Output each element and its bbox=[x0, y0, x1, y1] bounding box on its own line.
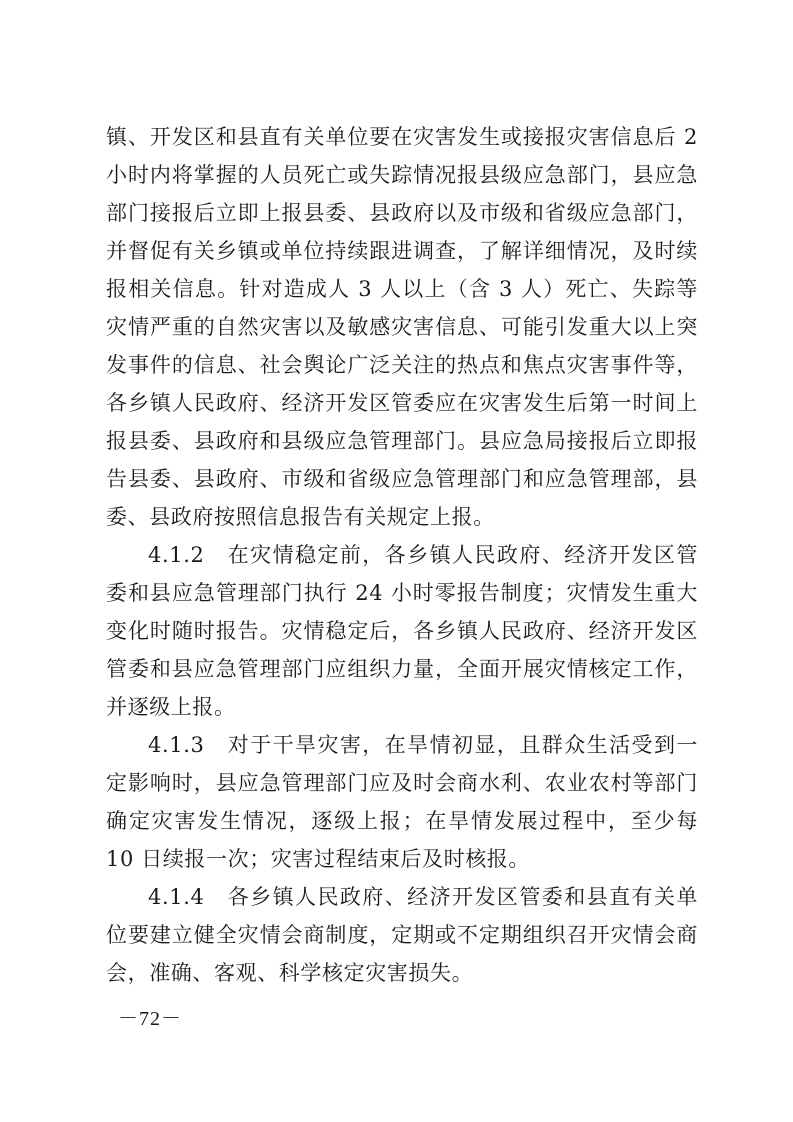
paragraph-4-1-3: 4.1.3 对于干旱灾害，在旱情初显，且群众生活受到一定影响时，县应急管理部门应及时会商水利、农业农村等部门确定灾害发生情况，逐级上报；在旱情发展过程中，至少每 10 日续报一次；灾害过程结束后及时核报。 bbox=[106, 733, 698, 871]
page-number: －72－ bbox=[118, 1008, 182, 1030]
paragraph-4-1-2: 4.1.2 在灾情稳定前，各乡镇人民政府、经济开发区管委和县应急管理部门执行 24 小时零报告制度；灾情发生重大变化时随时报告。灾情稳定后，各乡镇人民政府、经济开发区管委和县应急管理部门应组织力量，全面开展灾情核定工作，并逐级上报。 bbox=[106, 543, 698, 719]
paragraph-4-1-4: 4.1.4 各乡镇人民政府、经济开发区管委和县直有关单位要建立健全灾情会商制度，定期或不定期组织召开灾情会商会，准确、客观、科学核定灾害损失。 bbox=[106, 885, 698, 985]
paragraph-continued: 镇、开发区和县直有关单位要在灾害发生或接报灾害信息后 2 小时内将掌握的人员死亡或失踪情况报县级应急部门，县应急部门接报后立即上报县委、县政府以及市级和省级应急部门，并督促有关乡镇或单位持续跟进调查，了解详细情况，及时续报相关信息。针对造成人 3 人以上（含 3 人）死亡、失踪等灾情严重的自然灾害以及敏感灾害信息、可能引发重大以上突发事件的信息、社会舆论广泛关注的热点和焦点灾害事件等，各乡镇人民政府、经济开发区管委应在灾害发生后第一时间上报县委、县政府和县级应急管理部门。县应急局接报后立即报告县委、县政府、市级和省级应急管理部门和应急管理部，县委、县政府按照信息报告有关规定上报。 bbox=[106, 125, 698, 529]
body-text bbox=[106, 118, 698, 992]
